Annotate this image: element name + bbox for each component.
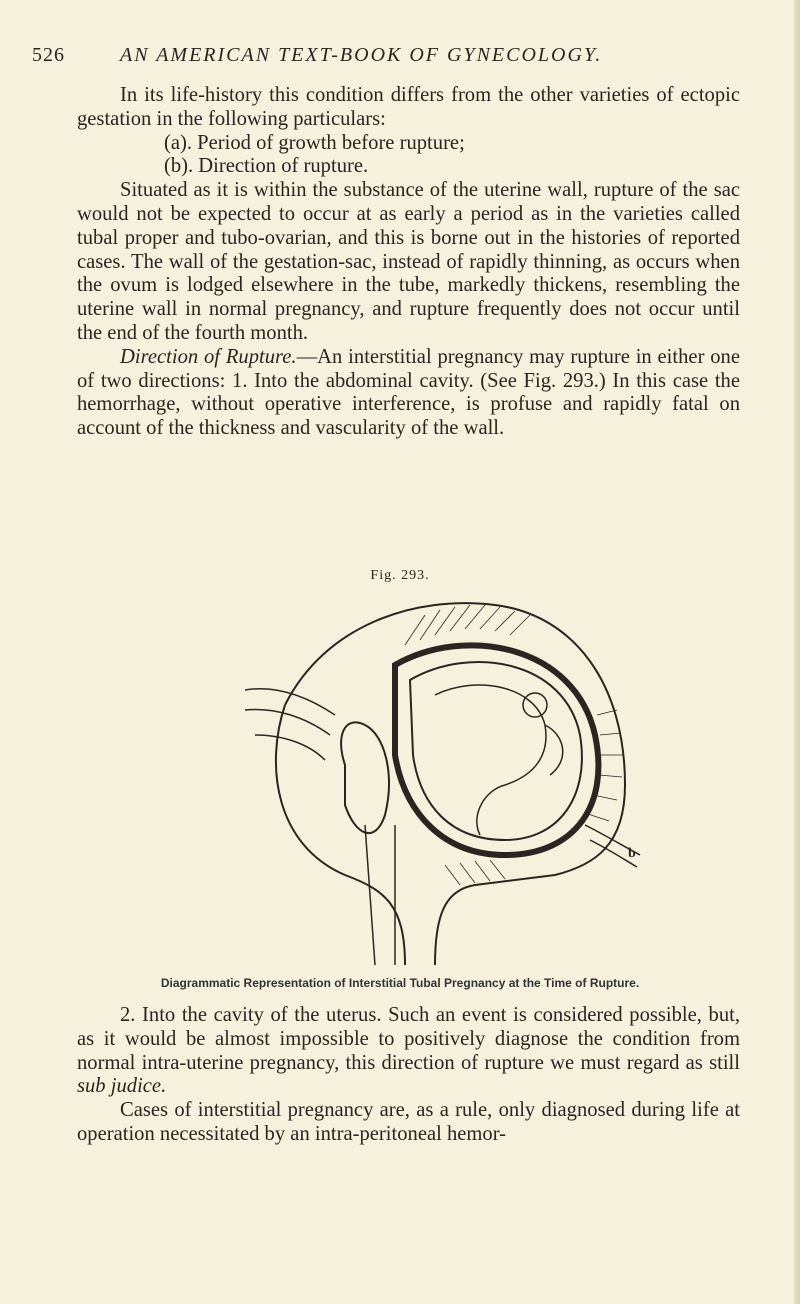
paragraph-situated: Situated as it is within the substance of the uterine wall, rupture of the sac would not be expected to occur at as early a period as in the varieties called tubal proper and tubo-ovarian, and this is borne out in the histories of reported cases. The wall of the gestation-sac, instead of rapidly thinning, as occurs when the ovum is lodged elsewhere in the tube, markedly thickens, resembling the uterine wall in normal pregnancy, and rupture frequently does not occur until the end of the fourth month. bbox=[77, 179, 740, 344]
paragraph-direction bbox=[77, 346, 740, 441]
cervical-canal bbox=[365, 825, 395, 965]
section-heading: Direction of Rupture. bbox=[120, 345, 297, 368]
lower-text-block bbox=[77, 1004, 740, 1147]
page-number: 526 bbox=[32, 44, 65, 66]
fallopian-tube-left bbox=[245, 689, 335, 760]
uterine-cavity bbox=[341, 722, 389, 833]
page-edge bbox=[794, 0, 800, 1304]
paragraph-uterus-cavity-text: 2. Into the cavity of the uterus. Such an event is considered possible, but, as it would be almost impossible to positively diagnose the condition from normal intra-uterine pregnancy, this direction of rupture we must regard as still bbox=[77, 1004, 740, 1074]
paragraph-direction-text: —An interstitial pregnancy may rupture in either one of two directions: 1. Into the abdominal cavity. (See Fig. 293.) In this case the hemorrhage, without operative interference, is profuse and rapidly fatal on account of the thickness and vascularity of the wall. bbox=[77, 345, 740, 440]
figure-caption: Diagrammatic Representation of Interstitial Tubal Pregnancy at the Time of Rupture. bbox=[160, 976, 640, 990]
gestation-sac-wall bbox=[395, 645, 598, 855]
fetal-head bbox=[523, 693, 547, 717]
running-header bbox=[32, 44, 720, 67]
upper-text-block bbox=[77, 84, 740, 441]
paragraph-intro: In its life-history this condition differs from the other varieties of ectopic gestation in the following particulars: bbox=[77, 84, 740, 130]
sub-judice: sub judice. bbox=[77, 1075, 167, 1098]
paragraph-cases: Cases of interstitial pregnancy are, as a rule, only diagnosed during life at operation necessitated by an intra-peritoneal hemor- bbox=[77, 1099, 740, 1145]
list-item-a: (a). Period of growth before rupture; bbox=[164, 131, 465, 154]
figure-label: Fig. 293. bbox=[370, 568, 430, 583]
gestation-sac-inner bbox=[410, 662, 582, 840]
fetus-outline bbox=[435, 685, 563, 835]
figure-letter-b: b bbox=[628, 846, 636, 861]
running-title: AN AMERICAN TEXT-BOOK OF GYNECOLOGY. bbox=[120, 44, 603, 66]
list-item-b: (b). Direction of rupture. bbox=[164, 155, 369, 178]
uterine-outer-wall bbox=[285, 603, 625, 965]
uterus-diagram bbox=[245, 585, 645, 965]
paragraph-uterus-cavity bbox=[77, 1004, 740, 1099]
